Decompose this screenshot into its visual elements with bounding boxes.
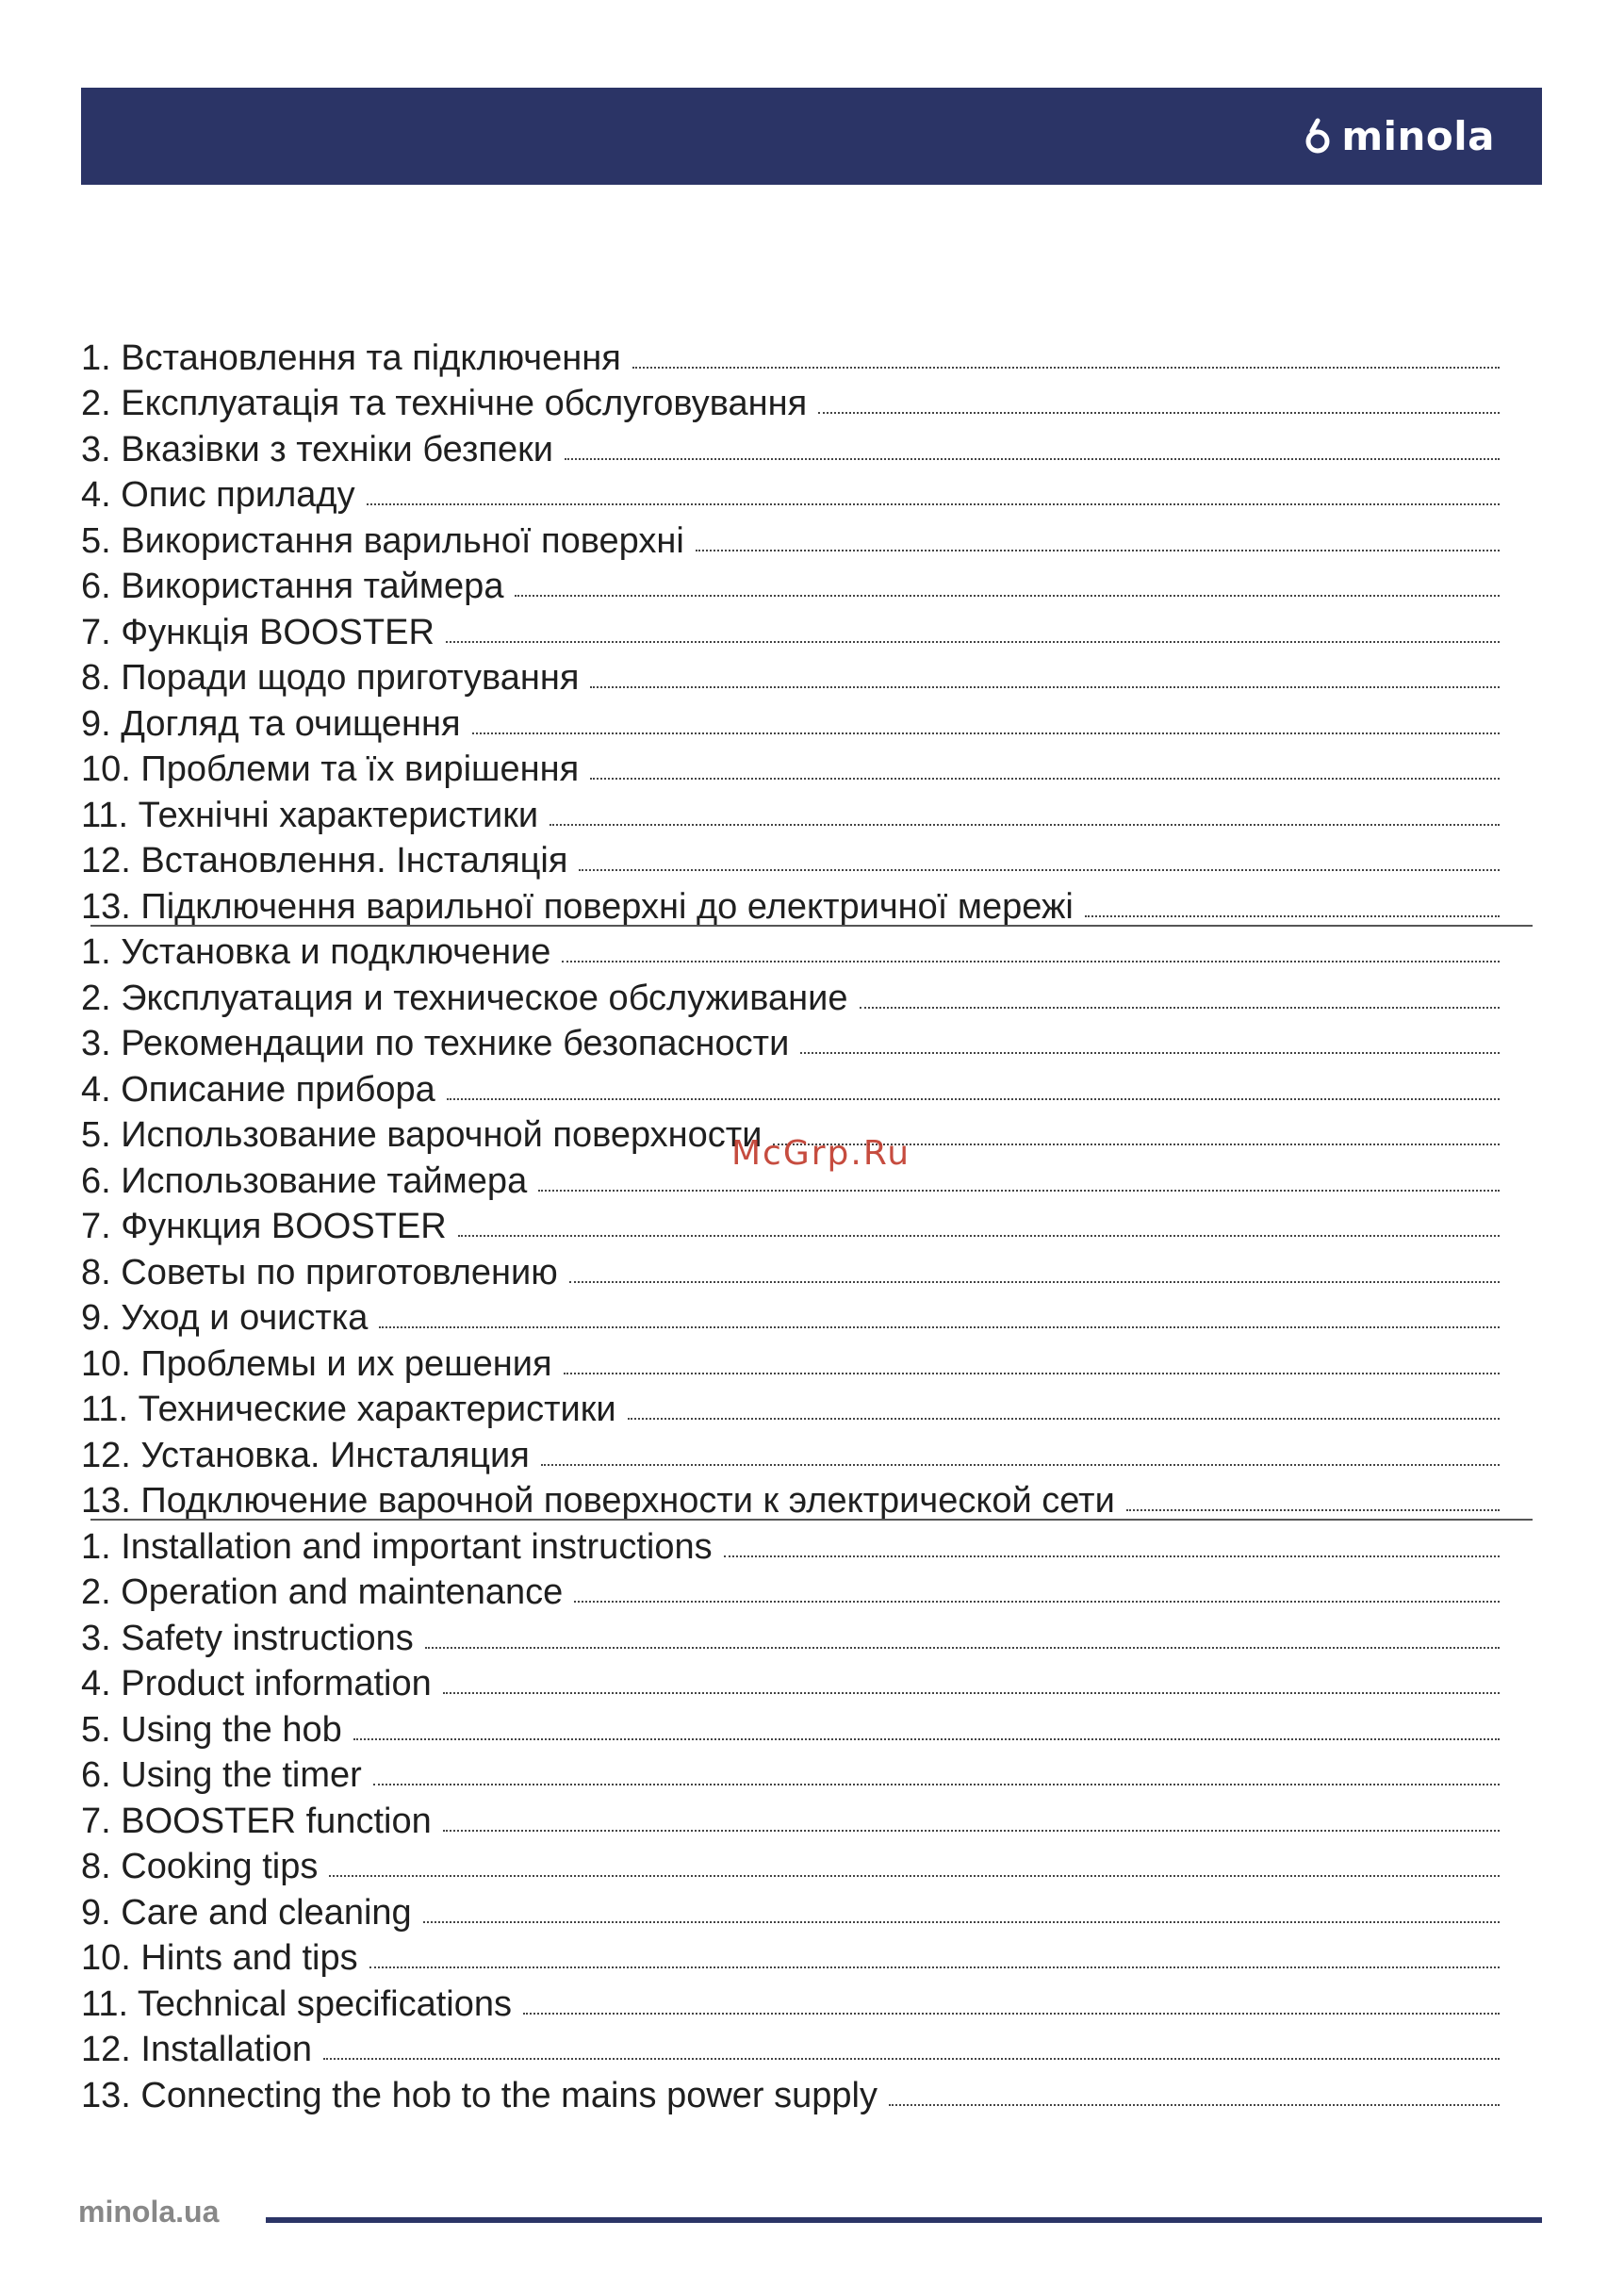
toc-entry-title-box [81, 2032, 312, 2067]
toc-entry [81, 513, 1500, 559]
toc-dot-leader [423, 1921, 1500, 1923]
toc-entry-title-box [81, 1391, 616, 1427]
toc-entry [81, 1061, 1500, 1108]
toc-entry-title: 9. Care and cleaning [81, 1892, 412, 1933]
toc-entry-title-box [81, 386, 807, 421]
toc-entry-title-box [81, 520, 684, 561]
toc-entry-title: 4. Product information [81, 1664, 432, 1703]
toc-entry [81, 833, 1500, 880]
toc-entry-title-box [81, 1709, 342, 1750]
toc-entry-title-box [81, 568, 503, 604]
toc-dot-leader [458, 1235, 1500, 1237]
toc-entry-title: 10. Проблеми та їх вирішення [81, 749, 580, 789]
toc-entry [81, 421, 1500, 468]
toc-dot-leader [515, 595, 1500, 597]
toc-entry-title-box [81, 429, 553, 469]
toc-entry-title-box [81, 612, 435, 652]
toc-dot-leader [590, 686, 1500, 688]
toc-entry-title-box [81, 751, 579, 787]
toc-entry [81, 879, 1500, 925]
toc-entry-title: 1. Встановлення та підключення [81, 337, 621, 378]
toc-entry-title: 11. Технічні характеристики [81, 795, 539, 835]
toc-entry-title-box [81, 1252, 558, 1292]
toc-dot-leader [472, 732, 1500, 734]
toc-entry [81, 970, 1500, 1016]
toc-entry-title-box [81, 1666, 432, 1702]
toc-entry [81, 1016, 1500, 1062]
toc-entry-title-box [81, 1849, 318, 1884]
toc-entry-title: 12. Встановлення. Інсталяція [81, 841, 568, 880]
toc-dot-leader [373, 1784, 1500, 1785]
toc-entry [81, 559, 1500, 605]
toc-entry [81, 1473, 1500, 1520]
toc-entry-title: 5. Using the hob [81, 1709, 342, 1750]
toc-dot-leader [541, 1464, 1500, 1466]
toc-entry-title: 4. Описание прибора [81, 1069, 435, 1110]
toc-dot-leader [443, 1692, 1500, 1694]
toc-entry-title-box [81, 1757, 362, 1793]
toc-dot-leader [523, 2013, 1500, 2015]
toc-entry-title-box [81, 1892, 412, 1933]
toc-entry-title-box [81, 1574, 563, 1610]
toc-entry-title-box [81, 1160, 528, 1201]
toc-entry-title-box [81, 1209, 447, 1244]
toc-entry-title: 6. Using the timer [81, 1755, 362, 1795]
toc-dot-leader [628, 1418, 1500, 1420]
toc-entry-title: 13. Підключення варильної поверхні до електричної мережі [81, 886, 1074, 927]
toc-entry [81, 925, 1500, 971]
toc-entry [81, 1199, 1500, 1245]
toc-entry-title: 2. Експлуатація та технічне обслуговування [81, 384, 808, 423]
toc-dot-leader [367, 503, 1500, 505]
toc-dot-leader [1085, 915, 1500, 917]
toc-entry-title: 5. Использование варочной поверхности [81, 1115, 763, 1155]
toc-entry-title: 3. Рекомендации по технике безопасности [81, 1024, 790, 1063]
toc-entry-title: 8. Cooking tips [81, 1847, 319, 1886]
toc-entry-title: 1. Установка и подключение [81, 932, 551, 972]
watermark: McGrp.Ru [731, 1134, 911, 1173]
toc-entry-title: 7. BOOSTER function [81, 1801, 432, 1841]
toc-entry-title: 2. Эксплуатация и техническое обслуживание [81, 978, 848, 1018]
toc-dot-leader [565, 458, 1500, 460]
toc-entry [81, 1839, 1500, 1885]
toc-entry [81, 696, 1500, 742]
toc-section-russian [81, 925, 1500, 1520]
toc-entry-title: 3. Вказівки з техніки безпеки [81, 429, 553, 469]
toc-entry-title-box [81, 843, 567, 879]
toc-entry [81, 330, 1500, 376]
toc-dot-leader [443, 1830, 1500, 1832]
toc-entry [81, 1702, 1500, 1748]
toc-entry-title-box [81, 1343, 552, 1384]
toc-entry [81, 1656, 1500, 1703]
toc-dot-leader [538, 1190, 1500, 1192]
toc-entry [81, 1748, 1500, 1794]
toc-entry-title-box [81, 1618, 414, 1658]
toc-entry [81, 376, 1500, 422]
toc-section-english [81, 1519, 1500, 2114]
toc-entry [81, 1565, 1500, 1611]
toc-entry-title: 3. Safety instructions [81, 1618, 414, 1658]
toc-entry-title-box [81, 703, 461, 744]
toc-entry [81, 1793, 1500, 1839]
toc-dot-leader [860, 1007, 1500, 1009]
toc-entry [81, 468, 1500, 514]
toc-entry-title-box [81, 1069, 435, 1110]
toc-entry [81, 1336, 1500, 1382]
toc-entry-title-box [81, 660, 579, 696]
toc-entry-title-box [81, 1026, 789, 1061]
toc-entry [81, 1244, 1500, 1291]
toc-dot-leader [800, 1052, 1500, 1054]
toc-entry-title: 12. Installation [81, 2030, 313, 2069]
toc-entry-title: 11. Technical specifications [81, 1983, 512, 2024]
toc-entry-title: 6. Использование таймера [81, 1160, 528, 1201]
table-of-contents [81, 330, 1500, 2114]
toc-dot-leader [696, 550, 1500, 551]
toc-entry [81, 1519, 1500, 1565]
toc-dot-leader [1126, 1509, 1500, 1511]
toc-entry-title-box [81, 980, 848, 1016]
toc-entry-title: 13. Подключение варочной поверхности к электрической сети [81, 1481, 1115, 1521]
toc-entry [81, 604, 1500, 650]
toc-entry-title-box [81, 886, 1074, 927]
toc-entry [81, 1291, 1500, 1337]
toc-entry [81, 1976, 1500, 2022]
toc-entry-title: 1. Installation and important instructions [81, 1526, 713, 1567]
toc-entry-title-box [81, 477, 355, 513]
toc-entry-title: 9. Уход и очистка [81, 1298, 369, 1338]
toc-entry [81, 2022, 1500, 2068]
toc-entry-title: 4. Опис приладу [81, 475, 355, 515]
toc-entry [81, 787, 1500, 833]
toc-entry-title: 10. Hints and tips [81, 1938, 358, 1978]
toc-entry-title-box [81, 1526, 713, 1567]
toc-dot-leader [562, 961, 1500, 963]
toc-section-ukrainian [81, 330, 1500, 925]
toc-entry-title-box [81, 1803, 432, 1839]
toc-entry [81, 1884, 1500, 1931]
toc-entry-title: 12. Установка. Инсталяция [81, 1435, 530, 1475]
toc-entry-title-box [81, 795, 539, 835]
toc-entry-title: 10. Проблемы и их решения [81, 1343, 552, 1384]
toc-dot-leader [379, 1326, 1500, 1328]
toc-dot-leader [579, 869, 1500, 871]
toc-entry-title: 5. Використання варильної поверхні [81, 520, 684, 561]
toc-entry-title-box [81, 337, 621, 378]
toc-entry-title-box [81, 1983, 512, 2024]
toc-entry [81, 1382, 1500, 1428]
toc-dot-leader [569, 1281, 1500, 1283]
toc-entry-title: 7. Функція BOOSTER [81, 612, 435, 652]
toc-entry-title-box [81, 934, 550, 970]
toc-entry-title-box [81, 1117, 762, 1153]
toc-entry-title-box [81, 1483, 1115, 1519]
toc-entry-title: 7. Функция BOOSTER [81, 1207, 447, 1246]
toc-dot-leader [724, 1555, 1500, 1557]
toc-dot-leader [329, 1875, 1500, 1877]
toc-entry-title-box [81, 1940, 358, 1976]
logo-text: minola [1341, 113, 1495, 159]
toc-entry [81, 742, 1500, 788]
toc-entry-title: 2. Operation and maintenance [81, 1572, 564, 1612]
toc-entry [81, 650, 1500, 697]
toc-dot-leader [323, 2058, 1500, 2060]
toc-dot-leader [446, 641, 1500, 643]
toc-dot-leader [564, 1373, 1500, 1374]
toc-dot-leader [550, 824, 1500, 826]
toc-entry-title: 8. Советы по приготовлению [81, 1252, 558, 1292]
toc-dot-leader [590, 778, 1500, 780]
header-bar [81, 88, 1542, 185]
toc-entry-title: 8. Поради щодо приготування [81, 658, 580, 698]
toc-dot-leader [353, 1738, 1500, 1740]
brand-logo [1304, 108, 1495, 165]
toc-dot-leader [369, 1966, 1500, 1968]
toc-entry [81, 1427, 1500, 1473]
toc-entry-title-box [81, 2075, 878, 2115]
toc-entry-title-box [81, 1300, 368, 1336]
toc-dot-leader [425, 1647, 1500, 1649]
toc-dot-leader [889, 2104, 1500, 2106]
toc-dot-leader [447, 1098, 1500, 1100]
toc-entry-title: 6. Використання таймера [81, 567, 504, 606]
toc-entry-title: 11. Технические характеристики [81, 1390, 616, 1429]
minola-logo-icon [1304, 118, 1332, 156]
toc-entry-title: 9. Догляд та очищення [81, 703, 461, 744]
toc-entry-title: 13. Connecting the hob to the mains power supply [81, 2075, 878, 2115]
footer-rule [266, 2217, 1542, 2223]
toc-entry-title-box [81, 1435, 530, 1475]
toc-dot-leader [632, 367, 1500, 369]
toc-entry [81, 1610, 1500, 1656]
toc-entry [81, 2067, 1500, 2114]
toc-dot-leader [574, 1601, 1500, 1603]
toc-entry [81, 1931, 1500, 1977]
footer-website: minola.ua [78, 2195, 220, 2229]
toc-dot-leader [818, 412, 1500, 414]
